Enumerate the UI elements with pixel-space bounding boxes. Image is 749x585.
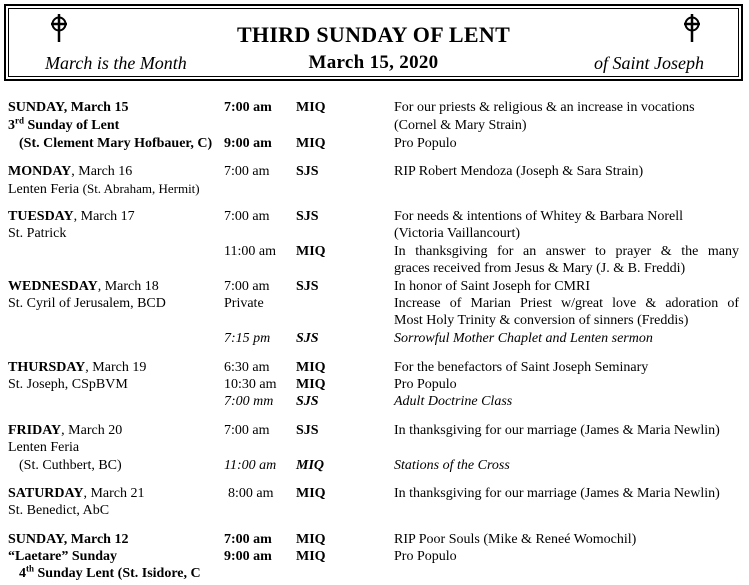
- mass-time: 7:00 am: [224, 100, 272, 115]
- mass-location: SJS: [296, 209, 319, 224]
- day-feast: Lenten Feria (St. Abraham, Hermit): [8, 181, 200, 197]
- mass-time: 7:00 am: [224, 164, 270, 179]
- mass-intention: (Victoria Vaillancourt): [394, 226, 521, 241]
- day-heading: MONDAY, March 16: [8, 164, 133, 179]
- mass-time: 11:00 am: [224, 458, 277, 473]
- mass-time: 7:00 am: [224, 423, 270, 438]
- day-feast: St. Benedict, AbC: [8, 503, 110, 518]
- mass-location: MIQ: [296, 549, 326, 564]
- mass-intention: RIP Robert Mendoza (Joseph & Sara Strain): [394, 164, 644, 179]
- day-feast: St. Joseph, CSpBVM: [8, 377, 128, 392]
- mass-intention: In thanksgiving for our marriage (James & Maria Newlin): [394, 423, 720, 438]
- mass-location: SJS: [296, 423, 319, 438]
- day-heading: FRIDAY, March 20: [8, 423, 123, 438]
- mass-time: 8:00 am: [228, 486, 274, 501]
- mass-time: 9:00 am: [224, 136, 272, 151]
- mass-intention: Pro Populo: [394, 377, 457, 392]
- mass-location: MIQ: [296, 244, 326, 259]
- mass-location: SJS: [296, 164, 319, 179]
- mass-time: 6:30 am: [224, 360, 270, 375]
- day-heading: WEDNESDAY, March 18: [8, 279, 159, 294]
- page-title: THIRD SUNDAY OF LENT: [236, 22, 511, 47]
- mass-intention: Adult Doctrine Class: [394, 394, 513, 409]
- mass-time: 7:15 pm: [224, 331, 271, 346]
- mass-location: SJS: [296, 279, 319, 294]
- mass-intention: For the benefactors of Saint Joseph Seminary: [394, 360, 649, 375]
- mass-location: SJS: [296, 331, 319, 346]
- day-feast: St. Patrick: [8, 226, 67, 241]
- mass-intention: Sorrowful Mother Chaplet and Lenten sermon: [394, 331, 653, 346]
- mass-intention: Most Holy Trinity & conversion of sinners (Freddis): [394, 313, 689, 328]
- mass-location: MIQ: [296, 486, 326, 501]
- mass-location: MIQ: [296, 377, 326, 392]
- mass-time: 10:30 am: [224, 377, 277, 392]
- mass-intention: For needs & intentions of Whitey & Barbara Norell: [394, 209, 684, 224]
- mass-intention: Pro Populo: [394, 136, 457, 151]
- mass-time: 7:00 am: [224, 209, 270, 224]
- mass-intention: Increase of Marian Priest w/great love & adoration of: [394, 296, 739, 311]
- mass-time: 11:00 am: [224, 244, 276, 259]
- mass-intention: RIP Poor Souls (Mike & Reneé Womochil): [394, 532, 637, 547]
- mass-intention: graces received from Jesus & Mary (J. & B. Freddi): [394, 261, 686, 276]
- mass-intention: In thanksgiving for our marriage (James & Maria Newlin): [394, 486, 720, 501]
- mass-time: Private: [224, 296, 264, 311]
- day-saint: (St. Clement Mary Hofbauer, C): [19, 136, 213, 151]
- mass-location: MIQ: [296, 360, 326, 375]
- mass-intention: Pro Populo: [394, 549, 457, 564]
- header-left-text: March is the Month: [45, 53, 187, 73]
- day-heading: TUESDAY, March 17: [8, 209, 135, 224]
- day-feast: 3rd Sunday of Lent: [8, 115, 120, 133]
- mass-location: MIQ: [296, 100, 326, 115]
- day-heading: SATURDAY, March 21: [8, 486, 145, 501]
- day-feast: “Laetare” Sunday: [8, 549, 118, 564]
- mass-intention: In thanksgiving for an answer to prayer & the many: [394, 244, 739, 259]
- day-saint: (St. Cuthbert, BC): [19, 458, 122, 473]
- mass-location: SJS: [296, 394, 319, 409]
- mass-location: MIQ: [296, 458, 325, 473]
- day-feast: St. Cyril of Jerusalem, BCD: [8, 296, 166, 311]
- bulletin-header: [4, 4, 743, 81]
- mass-time: 9:00 am: [224, 549, 272, 564]
- mass-intention: In honor of Saint Joseph for CMRI: [394, 279, 590, 294]
- mass-location: MIQ: [296, 532, 326, 547]
- day-heading: SUNDAY, March 12: [8, 532, 129, 547]
- mass-time: 7:00 am: [224, 532, 272, 547]
- day-saint: 4th Sunday Lent (St. Isidore, C: [19, 563, 201, 581]
- mass-time: 7:00 am: [224, 279, 270, 294]
- day-heading: SUNDAY, March 15: [8, 100, 129, 115]
- mass-intention: Stations of the Cross: [394, 458, 510, 473]
- day-feast: Lenten Feria: [8, 440, 80, 455]
- mass-intention: For our priests & religious & an increase in vocations: [394, 100, 695, 115]
- header-right-text: of Saint Joseph: [594, 53, 704, 73]
- page-date: March 15, 2020: [308, 52, 439, 73]
- mass-time: 7:00 mm: [224, 394, 274, 409]
- mass-location: MIQ: [296, 136, 326, 151]
- day-heading: THURSDAY, March 19: [8, 360, 147, 375]
- mass-intention: (Cornel & Mary Strain): [394, 118, 527, 133]
